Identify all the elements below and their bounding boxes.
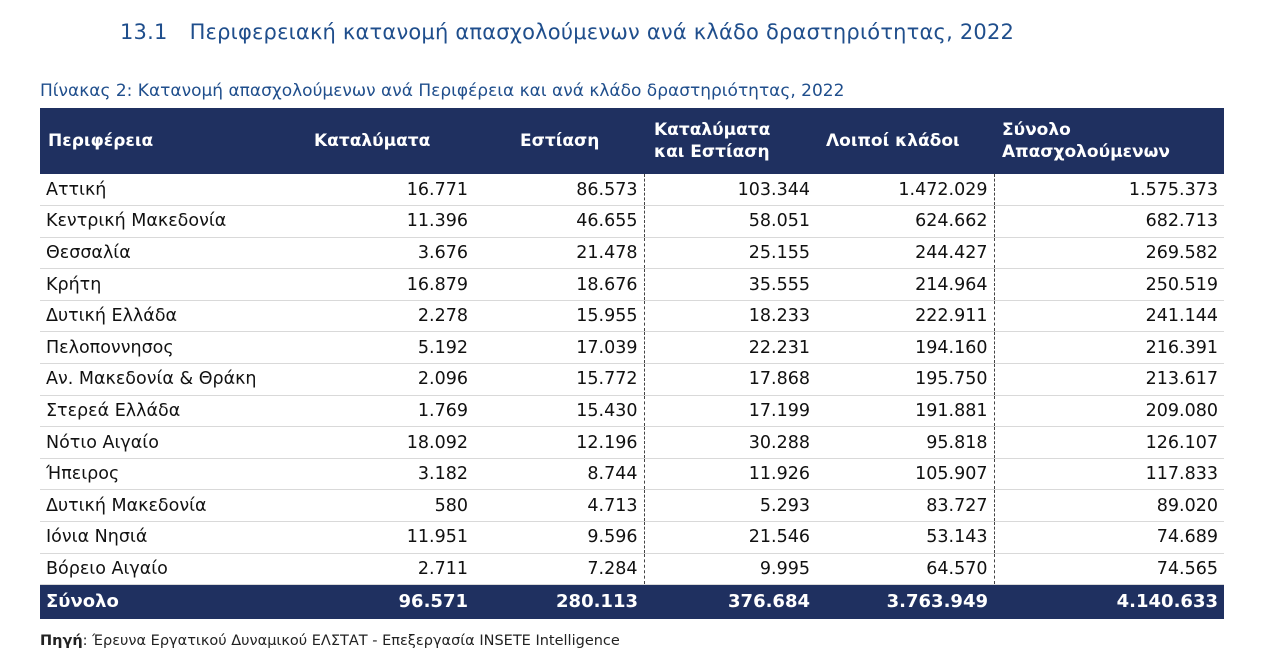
table-cell: 105.907 bbox=[816, 458, 994, 490]
region-name: Ήπειρος bbox=[46, 464, 120, 485]
source-note bbox=[40, 633, 620, 649]
employment-table bbox=[40, 108, 1224, 619]
section-title: Περιφερειακή κατανομή απασχολούμενων ανά κλάδο δραστηριότητας, 2022 bbox=[189, 20, 1015, 44]
total-label: Σύνολο bbox=[46, 591, 119, 613]
table-cell: 2.096 bbox=[417, 369, 468, 390]
table-cell: 195.750 bbox=[816, 364, 994, 396]
table-cell: 269.582 bbox=[1145, 242, 1218, 263]
table-cell: 53.143 bbox=[816, 522, 994, 554]
section-number: 13.1 bbox=[120, 20, 168, 44]
header-food-service: Εστίαση bbox=[520, 131, 600, 151]
table-cell: 191.881 bbox=[816, 395, 994, 427]
source-text: : Έρευνα Εργατικού Δυναμικού ΕΛΣΤΑΤ - Επεξεργασία INSETE Intelligence bbox=[82, 633, 620, 649]
table-cell: 64.570 bbox=[816, 553, 994, 585]
table-cell: 15.955 bbox=[474, 300, 644, 332]
table-cell: 1.575.373 bbox=[1128, 179, 1218, 200]
table-cell: 86.573 bbox=[474, 174, 644, 206]
table-cell: 16.771 bbox=[406, 179, 468, 200]
table-body bbox=[40, 174, 1224, 585]
table-cell: 11.926 bbox=[748, 464, 810, 485]
total-cell: 280.113 bbox=[556, 591, 638, 613]
table-cell: 9.596 bbox=[474, 522, 644, 554]
header-region: Περιφέρεια bbox=[48, 131, 154, 151]
table-cell: 2.711 bbox=[417, 558, 468, 579]
table-row bbox=[40, 174, 1224, 206]
region-name: Αν. Μακεδονία & Θράκη bbox=[46, 369, 257, 390]
table-row bbox=[40, 553, 1224, 585]
region-name: Πελοποννησος bbox=[46, 337, 174, 358]
total-row bbox=[40, 585, 1224, 619]
table-cell: 22.231 bbox=[748, 337, 810, 358]
region-name: Δυτική Μακεδονία bbox=[46, 495, 207, 516]
table-cell: 2.278 bbox=[417, 306, 468, 327]
region-name: Αττική bbox=[46, 179, 107, 200]
table-row bbox=[40, 300, 1224, 332]
source-label: Πηγή bbox=[40, 633, 83, 649]
region-name: Βόρειο Αιγαίο bbox=[46, 558, 168, 579]
table-cell: 17.039 bbox=[474, 332, 644, 364]
table-cell: 89.020 bbox=[1156, 495, 1218, 516]
table-cell: 682.713 bbox=[1145, 211, 1218, 232]
total-cell: 3.763.949 bbox=[886, 591, 988, 613]
table-cell: 35.555 bbox=[748, 274, 810, 295]
table-cell: 1.472.029 bbox=[816, 174, 994, 206]
table-row bbox=[40, 395, 1224, 427]
table-cell: 12.196 bbox=[474, 427, 644, 459]
table-cell: 3.182 bbox=[417, 464, 468, 485]
section-heading bbox=[120, 20, 1014, 44]
table-cell: 126.107 bbox=[1145, 432, 1218, 453]
region-name: Κεντρική Μακεδονία bbox=[46, 211, 227, 232]
header-line: Απασχολούμενων bbox=[1002, 142, 1170, 162]
header-accommodation-and-food bbox=[644, 108, 816, 174]
table-cell: 7.284 bbox=[474, 553, 644, 585]
table-cell: 11.951 bbox=[406, 527, 468, 548]
table-cell: 74.565 bbox=[1156, 558, 1218, 579]
header-total-employed bbox=[994, 108, 1224, 174]
table-row bbox=[40, 332, 1224, 364]
header-line: Καταλύματα bbox=[654, 120, 771, 140]
header-line: Σύνολο bbox=[1002, 120, 1071, 140]
total-cell: 4.140.633 bbox=[1116, 591, 1218, 613]
table-row bbox=[40, 364, 1224, 396]
table-cell: 241.144 bbox=[1145, 306, 1218, 327]
table-cell: 250.519 bbox=[1145, 274, 1218, 295]
header-other-sectors: Λοιποί κλάδοι bbox=[826, 131, 960, 151]
table-cell: 222.911 bbox=[816, 300, 994, 332]
table-cell: 58.051 bbox=[748, 211, 810, 232]
table-cell: 5.293 bbox=[759, 495, 810, 516]
table-cell: 21.478 bbox=[474, 237, 644, 269]
table-cell: 580 bbox=[434, 495, 468, 516]
table-cell: 83.727 bbox=[816, 490, 994, 522]
table-cell: 15.772 bbox=[474, 364, 644, 396]
region-name: Νότιο Αιγαίο bbox=[46, 432, 159, 453]
table-row bbox=[40, 522, 1224, 554]
table-cell: 16.879 bbox=[406, 274, 468, 295]
table-cell: 21.546 bbox=[748, 527, 810, 548]
table-cell: 5.192 bbox=[417, 337, 468, 358]
table-cell: 30.288 bbox=[748, 432, 810, 453]
table-row bbox=[40, 458, 1224, 490]
table-cell: 11.396 bbox=[406, 211, 468, 232]
table-cell: 17.868 bbox=[748, 369, 810, 390]
table-cell: 18.233 bbox=[748, 306, 810, 327]
region-name: Ιόνια Νησιά bbox=[46, 527, 148, 548]
table-cell: 117.833 bbox=[1145, 464, 1218, 485]
table-cell: 18.676 bbox=[474, 269, 644, 301]
table-header-row bbox=[40, 108, 1224, 174]
table-cell: 244.427 bbox=[816, 237, 994, 269]
region-name: Στερεά Ελλάδα bbox=[46, 400, 181, 421]
table-cell: 74.689 bbox=[1156, 527, 1218, 548]
table-cell: 216.391 bbox=[1145, 337, 1218, 358]
table-cell: 9.995 bbox=[759, 558, 810, 579]
table-cell: 95.818 bbox=[816, 427, 994, 459]
table-row bbox=[40, 269, 1224, 301]
table-cell: 1.769 bbox=[417, 400, 468, 421]
table-cell: 18.092 bbox=[406, 432, 468, 453]
table-cell: 25.155 bbox=[748, 242, 810, 263]
region-name: Θεσσαλία bbox=[46, 242, 131, 263]
region-name: Δυτική Ελλάδα bbox=[46, 306, 178, 327]
table-row bbox=[40, 237, 1224, 269]
table-row bbox=[40, 490, 1224, 522]
table-cell: 214.964 bbox=[816, 269, 994, 301]
table-cell: 15.430 bbox=[474, 395, 644, 427]
table-cell: 8.744 bbox=[474, 458, 644, 490]
total-cell: 376.684 bbox=[728, 591, 810, 613]
total-cell: 96.571 bbox=[398, 591, 468, 613]
table-cell: 209.080 bbox=[1145, 400, 1218, 421]
table-cell: 624.662 bbox=[816, 206, 994, 238]
table-cell: 17.199 bbox=[748, 400, 810, 421]
table-cell: 46.655 bbox=[474, 206, 644, 238]
header-accommodation: Καταλύματα bbox=[314, 131, 431, 151]
table-cell: 3.676 bbox=[417, 242, 468, 263]
table-cell: 213.617 bbox=[1145, 369, 1218, 390]
table-row bbox=[40, 206, 1224, 238]
table-row bbox=[40, 427, 1224, 459]
table-cell: 4.713 bbox=[474, 490, 644, 522]
table-cell: 103.344 bbox=[737, 179, 810, 200]
region-name: Κρήτη bbox=[46, 274, 102, 295]
table-caption: Πίνακας 2: Κατανομή απασχολούμενων ανά Περιφέρεια και ανά κλάδο δραστηριότητας, 2022 bbox=[40, 81, 845, 101]
table-cell: 194.160 bbox=[816, 332, 994, 364]
header-line: και Εστίαση bbox=[654, 142, 770, 162]
